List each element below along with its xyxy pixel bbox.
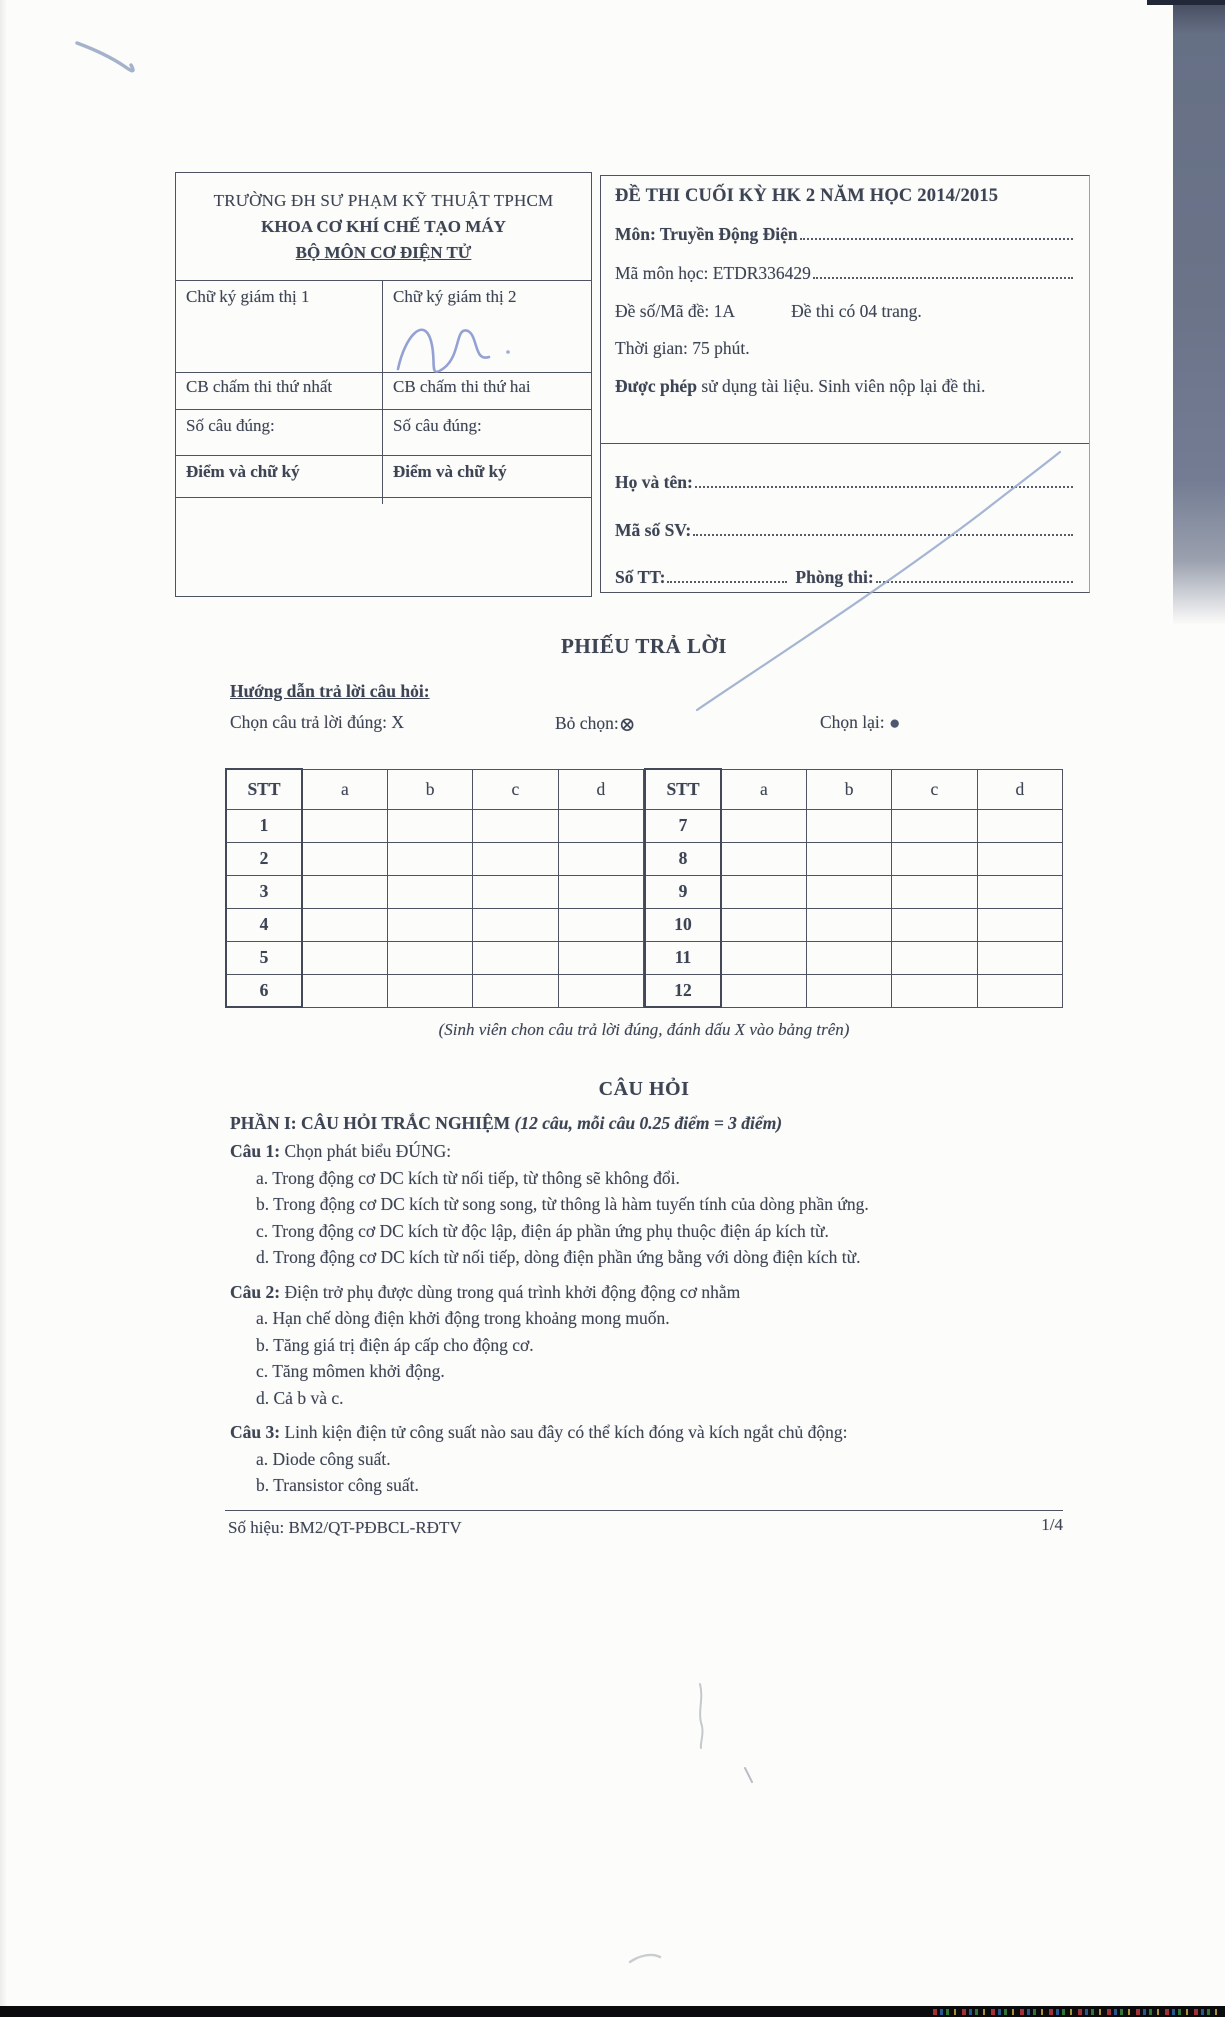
answer-cell-7a: [721, 809, 806, 842]
question-option: c. Tăng mômen khởi động.: [256, 1361, 445, 1381]
part1-detail: (12 câu, mỗi câu 0.25 điểm = 3 điểm): [514, 1113, 783, 1133]
answer-cell-8c: [892, 842, 977, 875]
answer-cell-8b: [806, 842, 891, 875]
question-text: Linh kiện điện tử công suất nào sau đây có thể kích đóng và kích ngắt chủ động:: [284, 1422, 848, 1442]
answer-header-d: d: [977, 769, 1062, 809]
questions-list: [230, 1138, 1075, 1499]
university-name: TRƯỜNG ĐH SƯ PHẠM KỸ THUẬT TPHCM: [213, 190, 554, 210]
answer-header-STT: STT: [645, 769, 721, 809]
answer-cell-5a: [302, 941, 387, 974]
answer-cell-4b: [387, 908, 472, 941]
answer-row: [645, 908, 1063, 941]
answer-cell-12b: [806, 974, 891, 1007]
answer-row-number: 9: [645, 875, 721, 908]
question-option: d. Trong động cơ DC kích từ nối tiếp, dòng điện phần ứng bằng với dòng điện kích từ.: [256, 1247, 861, 1267]
score-signature2-cell: [383, 456, 591, 497]
question-option: b. Tăng giá trị điện áp cấp cho động cơ.: [256, 1334, 534, 1355]
proctor1-label: Chữ ký giám thị 1: [186, 287, 310, 306]
answer-cell-10c: [892, 908, 977, 941]
stray-mark-1: [700, 1684, 703, 1748]
question-option: a. Trong động cơ DC kích từ nối tiếp, từ thông sẽ không đổi.: [256, 1167, 680, 1188]
answer-row-number: 8: [645, 842, 721, 875]
exam-title: ĐỀ THI CUỐI KỲ HK 2 NĂM HỌC 2014/2015: [615, 186, 999, 206]
unselect-instruction: Bỏ chọn:⊗: [555, 713, 636, 736]
question-option: a. Hạn chế dòng điện khởi động trong khoảng mong muốn.: [256, 1308, 670, 1328]
question-heading: [230, 1138, 1075, 1165]
materials-note: Được phép sử dụng tài liệu. Sinh viên nộp lại đề thi.: [615, 375, 986, 396]
answer-header-STT: STT: [226, 769, 302, 809]
filled-dot-icon: ●: [889, 713, 901, 734]
answer-cell-1a: [302, 809, 387, 842]
footer-rule: [225, 1510, 1063, 1511]
question-heading: [230, 1279, 1075, 1306]
answer-row: [645, 875, 1063, 908]
institution-block: [176, 173, 591, 281]
answer-grid-left: [225, 768, 644, 1008]
exam-code: Đề số/Mã đề: 1A: [615, 300, 736, 321]
answer-row-number: 7: [645, 809, 721, 842]
answer-row-number: 2: [226, 842, 302, 875]
answer-cell-6d: [558, 974, 643, 1007]
answer-cell-4d: [558, 908, 643, 941]
answer-row-number: 1: [226, 809, 302, 842]
answer-cell-9a: [721, 875, 806, 908]
answer-cell-12c: [892, 974, 977, 1007]
answer-cell-5d: [558, 941, 643, 974]
pen-swoosh-mark: [77, 43, 133, 71]
correct-count2-cell: [383, 410, 591, 455]
footer-page-number: 1/4: [1041, 1515, 1063, 1534]
answer-cell-2d: [558, 842, 643, 875]
scan-left-edge-shadow: [0, 0, 7, 2017]
question-option: b. Trong động cơ DC kích từ song song, từ thông là hàm tuyến tính của dòng phần ứng.: [256, 1194, 869, 1214]
answer-row-number: 6: [226, 974, 302, 1007]
question-label: Câu 2:: [230, 1281, 285, 1302]
answer-cell-3b: [387, 875, 472, 908]
scan-top-dark-sliver: [1147, 0, 1225, 5]
answer-row: [645, 941, 1063, 974]
grader2-cell: [383, 373, 591, 409]
exam-room-label: Phòng thi:: [795, 567, 874, 588]
correct-count1-label: Số câu đúng:: [186, 416, 275, 435]
answer-cell-7d: [977, 809, 1062, 842]
answer-header-a: a: [302, 769, 387, 809]
choose-instruction: Chọn câu trả lời đúng: X: [230, 712, 405, 732]
exam-room-field: [876, 563, 1073, 583]
scan-noise-pixels: [933, 2009, 1223, 2015]
answer-row-number: 4: [226, 908, 302, 941]
answer-row: [226, 809, 644, 842]
question-option: b. Transistor công suất.: [256, 1475, 419, 1495]
score-signature1-cell: [176, 456, 383, 497]
question-option: d. Cả b và c.: [256, 1387, 344, 1408]
dotted-leader: [800, 220, 1073, 240]
answer-cell-12a: [721, 974, 806, 1007]
question-heading: [230, 1419, 1075, 1446]
instructions-heading: Hướng dẫn trả lời câu hỏi:: [230, 681, 430, 701]
student-id-label: Mã số SV:: [615, 519, 692, 540]
correct-count2-label: Số câu đúng:: [393, 416, 482, 435]
answer-cell-12d: [977, 974, 1062, 1007]
answer-row-number: 3: [226, 875, 302, 908]
question-label: Câu 3:: [230, 1422, 285, 1442]
answer-row: [226, 941, 644, 974]
exam-info-box: [600, 175, 1090, 593]
answer-cell-7b: [806, 809, 891, 842]
answer-cell-3d: [558, 875, 643, 908]
answer-cell-3c: [473, 875, 558, 908]
score-entry1-cell: [176, 498, 383, 504]
department-name: BỘ MÔN CƠ ĐIỆN TỬ: [295, 242, 472, 262]
questions-title: CÂU HỎI: [598, 1078, 690, 1100]
question-option: a. Diode công suất.: [256, 1448, 391, 1469]
part1-heading: PHẦN I: CÂU HỎI TRẮC NGHIỆM (12 câu, mỗi câu 0.25 điểm = 3 điểm): [230, 1113, 783, 1133]
score-signature2-label: Điểm và chữ ký: [393, 462, 507, 481]
answer-row: [645, 974, 1063, 1007]
answer-cell-2b: [387, 842, 472, 875]
dotted-leader: [813, 259, 1073, 279]
answer-cell-11b: [806, 941, 891, 974]
answer-cell-2a: [302, 842, 387, 875]
answer-cell-7c: [892, 809, 977, 842]
answer-cell-6b: [387, 974, 472, 1007]
grader1-cell: [176, 373, 383, 409]
answer-header-c: c: [473, 769, 558, 809]
answer-header-a: a: [721, 769, 806, 809]
answer-row: [226, 842, 644, 875]
answer-cell-5c: [473, 941, 558, 974]
student-name-label: Họ và tên:: [615, 472, 693, 493]
answer-cell-3a: [302, 875, 387, 908]
grader2-label: CB chấm thi thứ hai: [393, 377, 531, 396]
answer-row-number: 12: [645, 974, 721, 1007]
exam-header-table: [175, 172, 592, 597]
exam-info-top: [601, 176, 1089, 444]
duration-note: Thời gian: 75 phút.: [615, 338, 750, 359]
seat-number-field: [667, 563, 787, 583]
answer-row-number: 10: [645, 908, 721, 941]
proctor1-signature-cell: [176, 281, 383, 372]
answer-cell-9d: [977, 875, 1062, 908]
question-text: Điện trở phụ được dùng trong quá trình khởi động động cơ nhằm: [284, 1281, 741, 1302]
answer-row: [645, 809, 1063, 842]
subject-label: Môn: Truyền Động Điện: [615, 224, 798, 245]
question-label: Câu 1:: [230, 1141, 285, 1161]
answer-sheet-title: PHIẾU TRẢ LỜI: [561, 634, 727, 658]
answer-cell-6a: [302, 974, 387, 1007]
answer-cell-10a: [721, 908, 806, 941]
answer-cell-11c: [892, 941, 977, 974]
answer-cell-8a: [721, 842, 806, 875]
answer-cell-9b: [806, 875, 891, 908]
answer-row-number: 11: [645, 941, 721, 974]
correct-count1-cell: [176, 410, 383, 455]
answer-cell-2c: [473, 842, 558, 875]
answer-cell-8d: [977, 842, 1062, 875]
student-info-section: [601, 444, 1089, 592]
answer-cell-11d: [977, 941, 1062, 974]
answer-header-c: c: [892, 769, 977, 809]
proctor2-signature-cell: [383, 281, 591, 372]
student-id-field: [693, 515, 1073, 535]
stray-mark-3: [630, 1955, 660, 1962]
page-count-note: Đề thi có 04 trang.: [791, 300, 922, 321]
answer-cell-10b: [806, 908, 891, 941]
answer-cell-4c: [473, 908, 558, 941]
answer-row: [226, 875, 644, 908]
question-text: Chọn phát biểu ĐÚNG:: [284, 1141, 452, 1161]
answer-row-number: 5: [226, 941, 302, 974]
answer-cell-6c: [473, 974, 558, 1007]
stray-mark-2: [745, 1768, 752, 1782]
answer-cell-1c: [473, 809, 558, 842]
answer-cell-9c: [892, 875, 977, 908]
answer-header-b: b: [806, 769, 891, 809]
answer-cell-5b: [387, 941, 472, 974]
faculty-name: KHOA CƠ KHÍ CHẾ TẠO MÁY: [261, 216, 506, 236]
score-signature1-label: Điểm và chữ ký: [186, 462, 300, 481]
answer-cell-10d: [977, 908, 1062, 941]
answer-header-b: b: [387, 769, 472, 809]
scan-right-edge-strip: [1173, 0, 1225, 640]
answer-cell-4a: [302, 908, 387, 941]
footer-document-code: Số hiệu: BM2/QT-PĐBCL-RĐTV: [228, 1518, 462, 1537]
answer-cell-11a: [721, 941, 806, 974]
seat-number-label: Số TT:: [615, 567, 666, 588]
answer-row: [226, 974, 644, 1007]
answer-grid-right: [644, 768, 1063, 1008]
answer-row: [645, 842, 1063, 875]
question-option: c. Trong động cơ DC kích từ độc lập, điện áp phần ứng phụ thuộc điện áp kích từ.: [256, 1220, 829, 1241]
reselect-instruction: Chọn lại: ●: [820, 712, 901, 734]
proctor2-label: Chữ ký giám thị 2: [393, 287, 517, 306]
course-code-label: Mã môn học: ETDR336429: [615, 263, 811, 284]
answer-header-d: d: [558, 769, 643, 809]
answer-row: [226, 908, 644, 941]
circle-x-icon: ⊗: [618, 714, 636, 736]
answer-grid-caption: (Sinh viên chon câu trả lời đúng, đánh dấu X vào bảng trên): [438, 1020, 850, 1039]
grader1-label: CB chấm thi thứ nhất: [186, 377, 333, 396]
answer-grid: [225, 768, 1063, 1008]
answer-cell-1b: [387, 809, 472, 842]
score-entry2-cell: [383, 498, 591, 504]
student-name-field: [695, 468, 1073, 488]
answer-cell-1d: [558, 809, 643, 842]
